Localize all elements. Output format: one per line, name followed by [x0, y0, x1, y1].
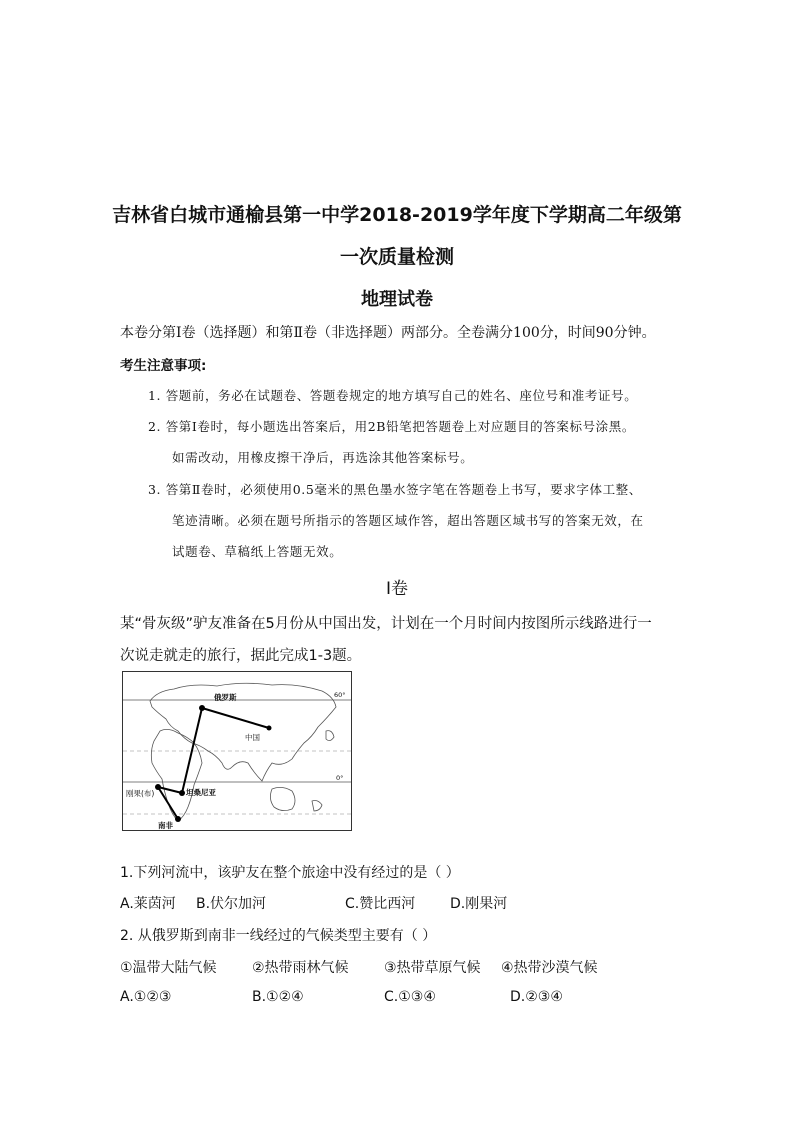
- notice-item-3-cont1: 笔迹清晰。必须在题号所指示的答题区域作答，超出答题区域书写的答案无效，在: [172, 513, 644, 528]
- q2-option-a: A.①②③: [120, 989, 172, 1005]
- q2-option-b: B.①②④: [252, 989, 304, 1005]
- label-lat0: 0°: [336, 774, 344, 782]
- exam-subject: 地理试卷: [361, 289, 433, 310]
- q2-option-d: D.②③④: [510, 989, 563, 1005]
- notice-item-3-cont2: 试题卷、草稿纸上答题无效。: [172, 544, 343, 559]
- notice-item-1: 1. 答题前，务必在试题卷、答题卷规定的地方填写自己的姓名、座位号和准考证号。: [148, 388, 638, 403]
- q1-option-c: C.赞比西河: [345, 896, 416, 912]
- exam-title-line2: 一次质量检测: [339, 246, 454, 268]
- q1-option-b: B.伏尔加河: [196, 896, 267, 912]
- label-tanzania: 坦桑尼亚: [186, 788, 216, 797]
- section-title: Ⅰ卷: [385, 579, 408, 599]
- notice-item-2: 2. 答第Ⅰ卷时，每小题选出答案后，用2B铅笔把答题卷上对应题目的答案标号涂黑。: [148, 419, 635, 434]
- label-south-africa: 南非: [158, 821, 173, 830]
- q1-option-a: A.莱茵河: [120, 896, 176, 912]
- passage-line2: 次说走就走的旅行，据此完成1-3题。: [120, 648, 362, 664]
- q2-choice-1: ①温带大陆气候: [120, 960, 217, 976]
- point-tanzania: [179, 790, 185, 796]
- point-south-africa: [175, 816, 181, 822]
- passage-line1: 某“骨灰级”驴友准备在5月份从中国出发，计划在一个月时间内按图所示线路进行一: [120, 616, 652, 632]
- notice-item-2-cont: 如需改动，用橡皮擦干净后，再选涂其他答案标号。: [172, 450, 474, 465]
- exam-intro: 本卷分第Ⅰ卷（选择题）和第Ⅱ卷（非选择题）两部分。全卷满分100分，时间90分钟。: [120, 325, 656, 341]
- q2-choice-3: ③热带草原气候: [384, 960, 481, 976]
- q2-choice-4: ④热带沙漠气候: [501, 960, 598, 976]
- q2-choice-2: ②热带雨林气候: [252, 960, 349, 976]
- route-map: [122, 671, 352, 831]
- q2-option-c: C.①③④: [384, 989, 436, 1005]
- point-congo: [155, 784, 161, 790]
- label-lat60: 60°: [334, 691, 346, 699]
- notice-item-3: 3. 答第Ⅱ卷时，必须使用0.5毫米的黑色墨水签字笔在答题卷上书写，要求字体工整、: [148, 482, 642, 497]
- point-china: [267, 726, 272, 731]
- question-2-stem: 2. 从俄罗斯到南非一线经过的气候类型主要有（ ）: [120, 928, 437, 944]
- q1-option-d: D.刚果河: [450, 896, 508, 912]
- label-china: 中国: [245, 733, 260, 742]
- question-1-stem: 1.下列河流中，该驴友在整个旅途中没有经过的是（ ）: [120, 865, 460, 881]
- point-russia: [199, 705, 205, 711]
- label-russia: 俄罗斯: [214, 693, 237, 702]
- label-congo: 刚果(布): [126, 789, 155, 798]
- notice-heading: 考生注意事项:: [120, 358, 207, 374]
- exam-title-line1: 吉林省白城市通榆县第一中学2018-2019学年度下学期高二年级第: [112, 204, 682, 226]
